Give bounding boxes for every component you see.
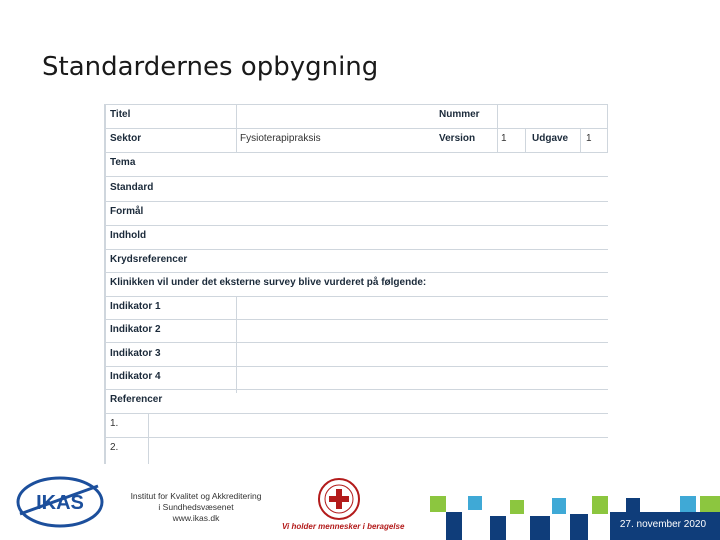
institute-line-1: Institut for Kvalitet og Akkreditering	[130, 491, 262, 501]
column-line	[236, 104, 237, 152]
krydsreferencer-label: Krydsreferencer	[110, 254, 188, 265]
footer-block-pattern	[430, 494, 720, 540]
slide-date: 27. november 2020	[619, 519, 706, 530]
divider	[104, 366, 608, 367]
divider	[104, 201, 608, 202]
version-value: 1	[501, 133, 507, 144]
nummer-label: Nummer	[439, 109, 480, 120]
column-line	[580, 128, 581, 152]
ikas-logo	[14, 474, 106, 532]
divider	[104, 342, 608, 343]
slide-title: Standardernes opbygning	[42, 52, 379, 82]
column-line	[607, 104, 608, 152]
klinikken-text: Klinikken vil under det eksterne survey blive vurderet på følgende:	[110, 277, 427, 288]
referencer-label: Referencer	[110, 394, 163, 405]
udgave-value: 1	[586, 133, 592, 144]
divider	[104, 104, 608, 105]
divider	[104, 389, 608, 390]
divider	[104, 296, 608, 297]
udgave-label: Udgave	[532, 133, 569, 144]
divider	[104, 319, 608, 320]
sektor-label: Sektor	[110, 133, 142, 144]
version-label: Version	[439, 133, 476, 144]
reference-item-1: 1.	[110, 418, 119, 429]
column-line	[525, 128, 526, 152]
divider	[104, 413, 608, 414]
titel-label: Titel	[110, 109, 131, 120]
tagline: Vi holder mennesker i beragelse	[282, 522, 405, 531]
divider	[104, 152, 608, 153]
column-line	[148, 413, 149, 464]
column-line	[236, 296, 237, 393]
indikator-1-label: Indikator 1	[110, 301, 161, 312]
indhold-label: Indhold	[110, 230, 147, 241]
sektor-value: Fysioterapipraksis	[240, 133, 321, 144]
indikator-4-label: Indikator 4	[110, 371, 161, 382]
tema-label: Tema	[110, 157, 136, 168]
divider	[104, 437, 608, 438]
standard-label: Standard	[110, 182, 154, 193]
divider	[104, 225, 608, 226]
divider	[104, 176, 608, 177]
institute-line-2: i Sundhedsvæsenet	[158, 502, 234, 512]
red-cross-emblem-icon	[316, 477, 362, 521]
ikas-logo-text: IKAS	[36, 492, 84, 514]
standard-form-image	[104, 104, 608, 464]
reference-item-2: 2.	[110, 442, 119, 453]
form-left-border	[104, 104, 106, 464]
indikator-2-label: Indikator 2	[110, 324, 161, 335]
institute-link[interactable]: www.ikas.dk	[172, 513, 220, 523]
indikator-3-label: Indikator 3	[110, 348, 161, 359]
formaal-label: Formål	[110, 206, 144, 217]
institute-text	[122, 491, 270, 524]
column-line	[497, 104, 498, 152]
